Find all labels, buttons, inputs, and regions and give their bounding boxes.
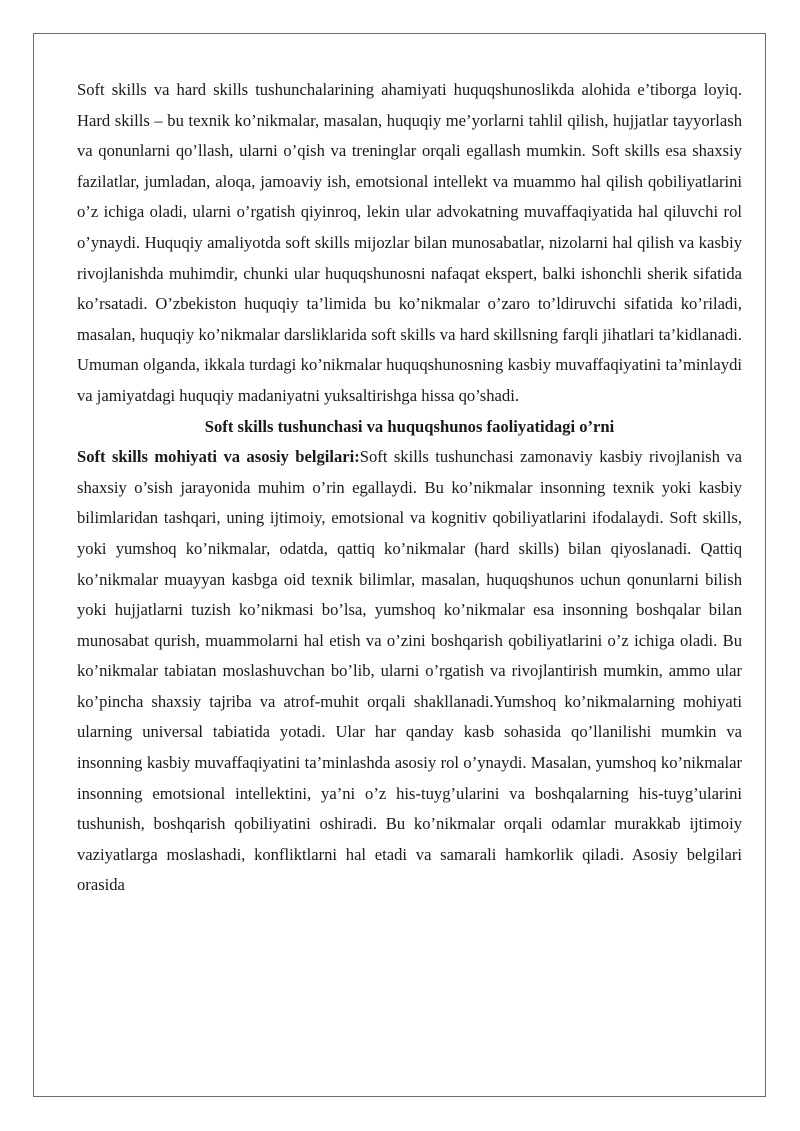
paragraph-soft-skills [77, 442, 742, 901]
document-body [77, 75, 742, 901]
section-heading: Soft skills tushunchasi va huquqshunos faoliyatidagi o’rni [204, 416, 615, 436]
paragraph-body: Soft skills tushunchasi zamonaviy kasbiy rivojlanish va shaxsiy o’sish jarayonida muhim o’rin egallaydi. Bu ko’nikmalar insonning texnik yoki kasbiy bilimlaridan tashqari, uning ijtimoiy, emotsional va kognitiv qobiliyatlarini ifodalaydi. Soft skills, yoki yumshoq ko’nikmalar, odatda, qattiq ko’nikmalar (hard skills) bilan qiyoslanadi. Qattiq ko’nikmalar muayyan kasbga oid texnik bilimlar, masalan, huquqshunos uchun qonunlarni bilish yoki hujjatlarni tuzish ko’nikmasi bo’lsa, yumshoq ko’nikmalar esa insonning boshqalar bilan munosabat qurish, muammolarni hal etish va o’zini boshqarish qobiliyatlarini o’z ichiga oladi. Bu ko’nikmalar tabiatan moslashuvchan bo’lib, ularni o’rgatish va rivojlantirish mumkin, ammo ular ko’pincha shaxsiy tajriba va atrof-muhit orqali shakllanadi.Yumshoq ko’nikmalarning mohiyati ularning universal tabiatida yotadi. Ular har qanday kasb sohasida qo’llanilishi mumkin va insonning kasbiy muvaffaqiyatini ta’minlashda asosiy rol o’ynaydi. Masalan, yumshoq ko’nikmalar insonning emotsional intellektini, ya’ni o’z his-tuyg’ularini va boshqalarning his-tuyg’ularini tushunish, boshqarish qobiliyatini oshiradi. Bu ko’nikmalar orqali odamlar murakkab ijtimoiy vaziyatlarga moslashadi, konfliktlarni hal etadi va samarali hamkorlik qiladi. Asosiy belgilari orasida [77, 447, 742, 895]
paragraph-intro: Soft skills va hard skills tushunchalarining ahamiyati huquqshunoslikda alohida e’tiborga loyiq. Hard skills – bu texnik ko’nikmalar, masalan, huquqiy me’yorlarni tahlil qilish, hujjatlar tayyorlash va qonunlarni qo’llash, ularni o’qish va treninglar orqali egallash mumkin. Soft skills esa shaxsiy fazilatlar, jumladan, aloqa, jamoaviy ish, emotsional intellekt va muammo hal qilish qobiliyatlarini o’z ichiga oladi, ularni o’rgatish qiyinroq, lekin ular advokatning muvaffaqiyatida hal qiluvchi rol o’ynaydi. Huquqiy amaliyotda soft skills mijozlar bilan munosabatlar, nizolarni hal qilish va kasbiy rivojlanishda muhimdir, chunki ular huquqshunosni nafaqat ekspert, balki ishonchli sherik sifatida ko’rsatadi. O’zbekiston huquqiy ta’limida bu ko’nikmalar o’zaro to’ldiruvchi sifatida ko’riladi, masalan, huquqiy ko’nikmalar darsliklarida soft skills va hard skillsning farqli jihatlari ta’kidlanadi. Umuman olganda, ikkala turdagi ko’nikmalar huquqshunosning kasbiy muvaffaqiyatini ta’minlaydi va jamiyatdagi huquqiy madaniyatni yuksaltirishga hissa qo’shadi. [77, 80, 742, 405]
paragraph-lead: Soft skills mohiyati va asosiy belgilari: [77, 447, 360, 467]
